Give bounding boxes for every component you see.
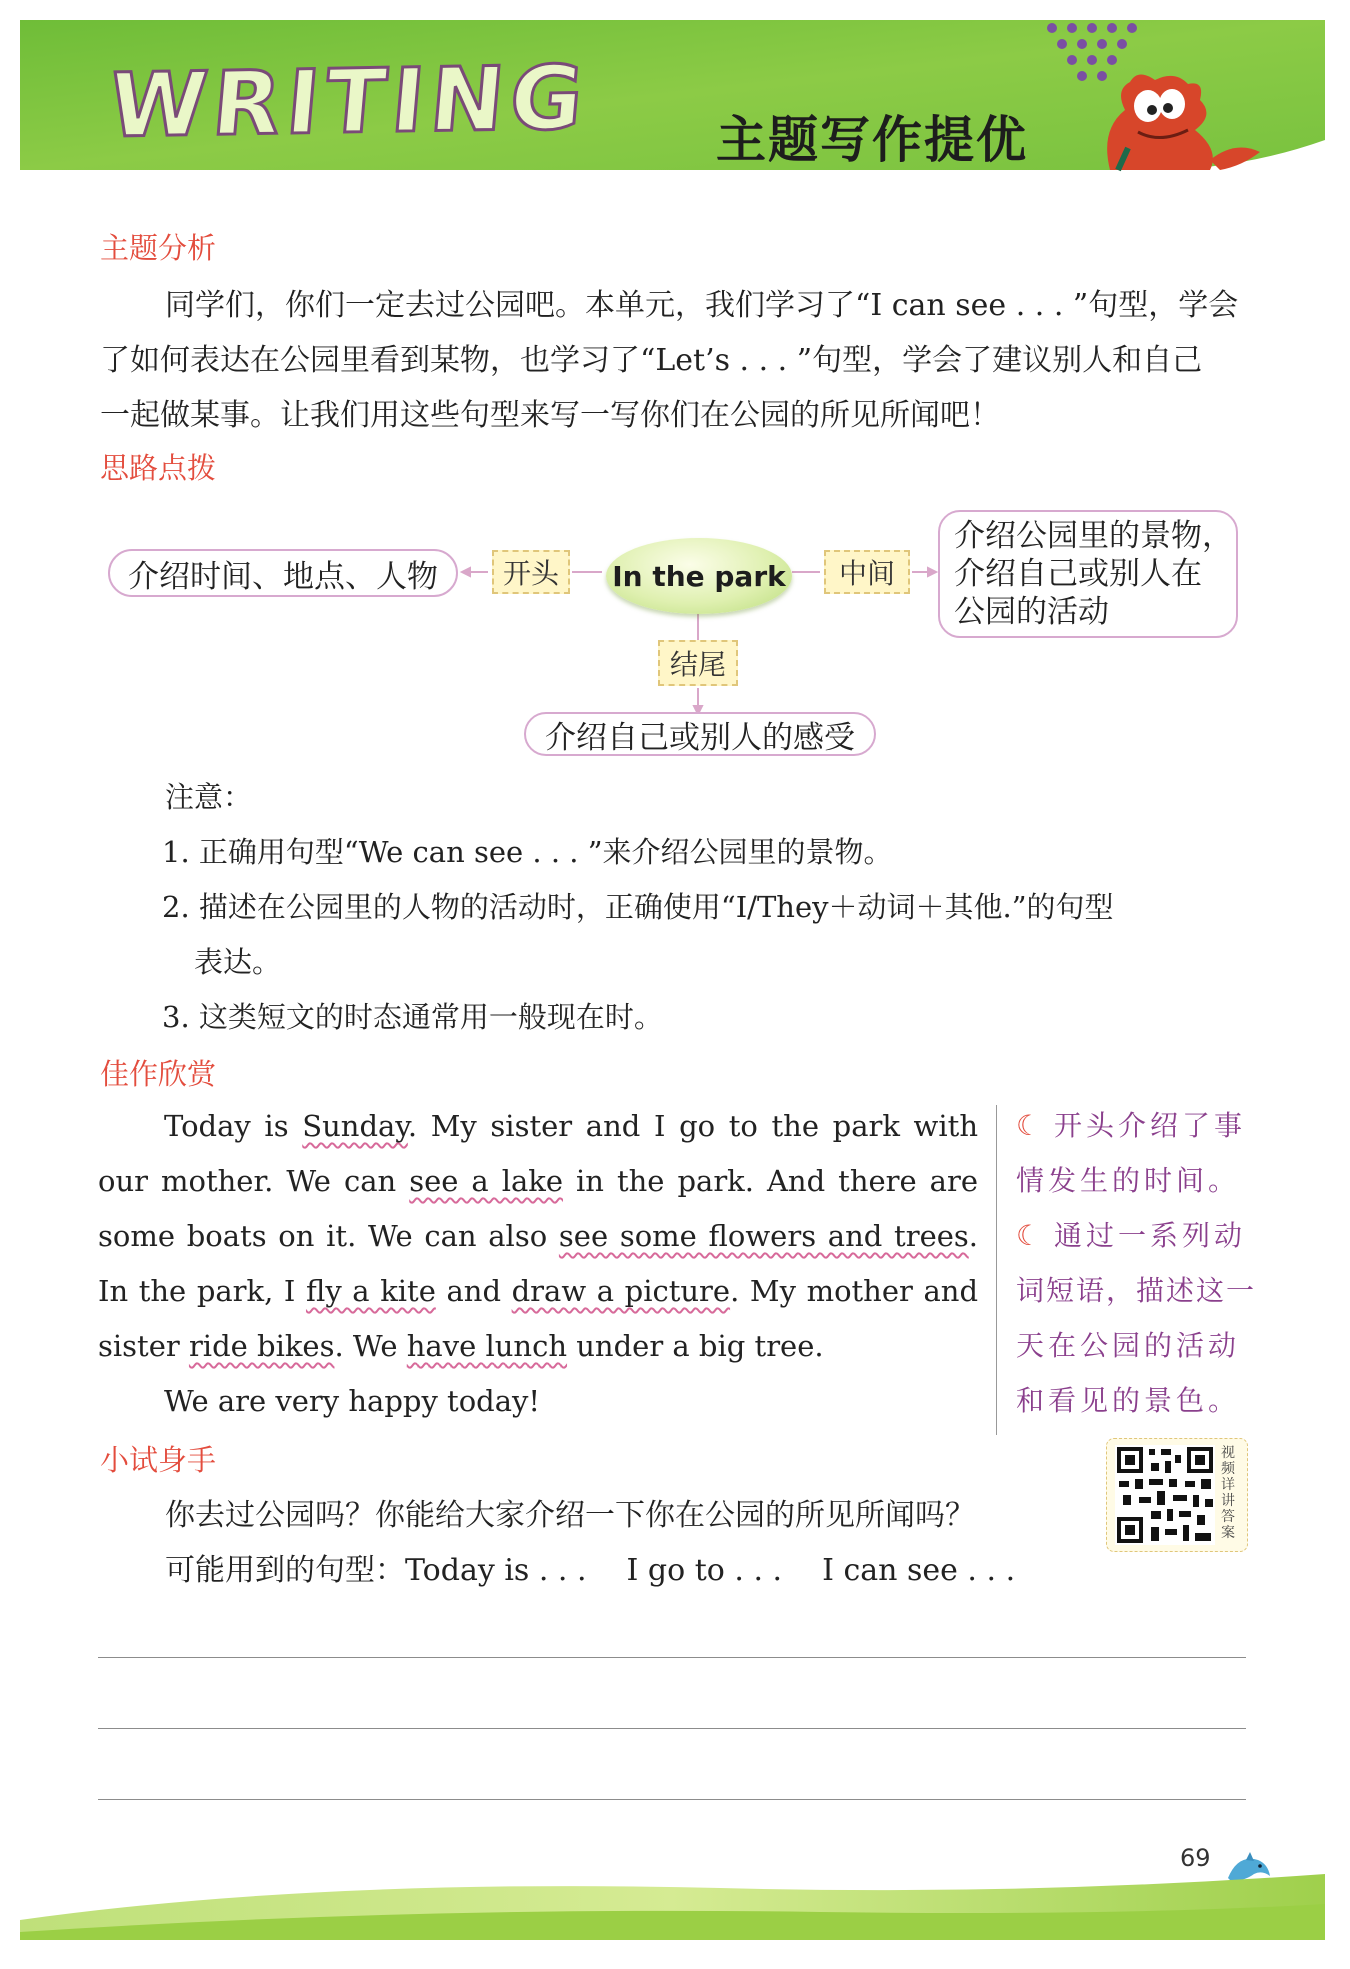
qr-label: 视频详讲答案 <box>1221 1445 1235 1541</box>
comment-2-line-1 <box>1016 1208 1266 1263</box>
practice-question: 你去过公园吗？你能给大家介绍一下你在公园的所见所闻吗？ <box>165 1498 975 1533</box>
pattern-item: I can see . . . <box>822 1553 1016 1588</box>
mindmap-middle-line-3: 公园的活动 <box>954 594 1109 630</box>
page-number: 69 <box>1180 1844 1211 1872</box>
moon-bullet-icon: ☾ <box>1016 1109 1042 1142</box>
analysis-line-2: 了如何表达在公园里看到某物，也学习了“Let’s . . . ”句型，学会了建议别人和自己 <box>100 343 1203 378</box>
essay-highlight-phrase: have lunch <box>406 1329 568 1363</box>
qr-panel[interactable] <box>1106 1438 1248 1552</box>
pattern-item: Today is . . . <box>405 1553 587 1588</box>
essay-text: . My mother and sister <box>98 1274 979 1363</box>
section-heading-practice: 小试身手 <box>100 1443 217 1477</box>
essay-highlight-phrase: ride bikes <box>188 1329 335 1363</box>
comment-text: 开头介绍了事 <box>1054 1109 1247 1142</box>
mindmap-middle-box <box>938 510 1238 638</box>
comment-2-line-2: 词短语，描述这一 <box>1016 1274 1257 1307</box>
section-heading-sample: 佳作欣赏 <box>100 1057 217 1091</box>
essay-text: . My sister and I go to the park with our mother. We can <box>98 1109 978 1198</box>
note-item-2: 2. 描述在公园里的人物的活动时，正确使用“I/They＋动词＋其他.”的句型 <box>162 890 1114 924</box>
note-item-3: 3. 这类短文的时态通常用一般现在时。 <box>162 1000 663 1034</box>
essay-text: and <box>435 1274 512 1308</box>
mindmap-ending-tag: 结尾 <box>658 640 738 686</box>
section-heading-ideas: 思路点拨 <box>100 451 217 485</box>
essay-highlight-phrase: fly a kite <box>305 1274 436 1308</box>
notes-title: 注意： <box>165 780 253 814</box>
essay-text: Today is <box>164 1109 303 1143</box>
mindmap-middle-line-1: 介绍公园里的景物， <box>954 518 1233 554</box>
practice-patterns <box>165 1543 1045 1598</box>
writing-wordmark: WRITING <box>105 45 594 158</box>
writing-line[interactable] <box>98 1728 1246 1729</box>
page-title: 主题写作提优 <box>716 111 1028 169</box>
mindmap-middle-line-2: 介绍自己或别人在 <box>954 556 1202 592</box>
pattern-item: I go to . . . <box>626 1553 783 1588</box>
comment-1-line-2: 情发生的时间。 <box>1016 1164 1241 1197</box>
comment-1-line-1 <box>1016 1098 1266 1153</box>
moon-bullet-icon: ☾ <box>1016 1219 1042 1252</box>
header-banner <box>20 20 1325 188</box>
qr-code-icon[interactable] <box>1115 1445 1215 1545</box>
sample-comments <box>1016 1098 1266 1428</box>
writing-line[interactable] <box>98 1657 1246 1658</box>
essay-text: in the park. And there are some boats on it. We can also <box>98 1164 978 1253</box>
analysis-line-1: 同学们，你们一定去过公园吧。本单元，我们学习了“I can see . . . ”句型，学会 <box>165 288 1239 323</box>
sample-essay-paragraph-1 <box>98 1099 978 1374</box>
comment-2-line-4: 和看见的景色。 <box>1016 1384 1241 1417</box>
essay-highlight-phrase: see a lake <box>409 1164 563 1198</box>
mindmap-ending-box: 介绍自己或别人的感受 <box>524 712 876 756</box>
mindmap-center-node: In the park <box>606 538 792 614</box>
essay-highlight-phrase: see some flowers and trees <box>558 1219 969 1253</box>
comment-text: 通过一系列动 <box>1054 1219 1247 1252</box>
essay-text: under a big tree. <box>567 1329 824 1363</box>
essay-highlight-phrase: draw a picture <box>511 1274 731 1308</box>
analysis-line-3: 一起做某事。让我们用这些句型来写一写你们在公园的所见所闻吧！ <box>100 398 1000 433</box>
comment-2-line-3: 天在公园的活动 <box>1016 1329 1241 1362</box>
mindmap-opening-tag: 开头 <box>492 550 570 594</box>
comment-divider <box>996 1105 997 1435</box>
essay-highlight-time: Sunday <box>302 1109 408 1143</box>
footer-wave-band <box>20 1866 1325 1946</box>
mindmap-opening-box: 介绍时间、地点、人物 <box>108 549 458 597</box>
section-heading-analysis: 主题分析 <box>100 231 217 265</box>
essay-text: . In the park, I <box>98 1219 978 1308</box>
patterns-label: 可能用到的句型： <box>165 1553 405 1588</box>
note-item-1: 1. 正确用句型“We can see . . . ”来介绍公园里的景物。 <box>162 835 893 869</box>
writing-line[interactable] <box>98 1799 1246 1800</box>
note-item-2-cont: 表达。 <box>194 945 282 979</box>
mindmap-middle-tag: 中间 <box>824 550 910 594</box>
essay-text: . We <box>334 1329 407 1363</box>
sample-essay-paragraph-2: We are very happy today! <box>164 1384 541 1418</box>
